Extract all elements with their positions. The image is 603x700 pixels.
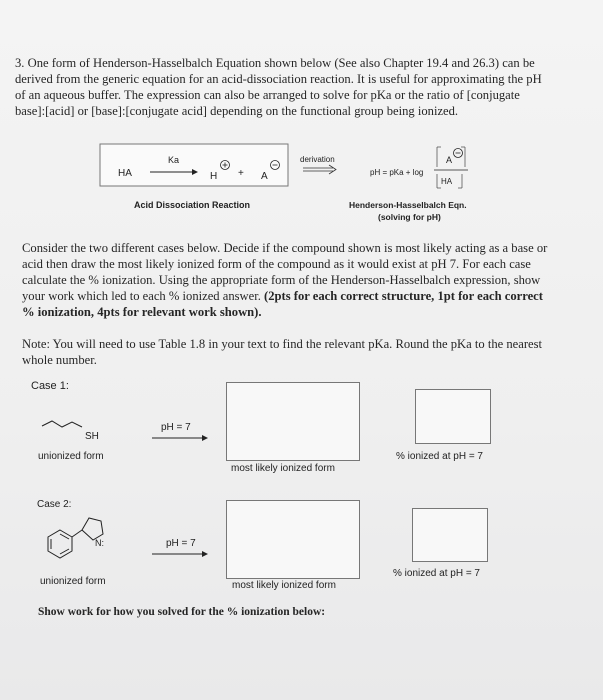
- case-1-percent-answer-box[interactable]: [415, 389, 491, 444]
- intro-line-2: derived from the generic equation for an acid-dissociation reaction. It is useful for approximating the pH: [15, 72, 542, 86]
- case-2-ionized-answer-box[interactable]: [226, 500, 360, 579]
- thiol-group: SH: [85, 431, 99, 442]
- case-1-ionized-answer-box[interactable]: [226, 382, 360, 461]
- case-2-percent-label: % ionized at pH = 7: [393, 568, 480, 579]
- case-2-unionized-label: unionized form: [40, 576, 106, 587]
- instructions-line-1: Consider the two different cases below. Decide if the compound shown is most likely acting as a base or: [22, 241, 548, 255]
- case-1-structure: [40, 418, 120, 448]
- derivation-label: derivation: [300, 155, 335, 164]
- case-2-percent-answer-box[interactable]: [412, 508, 488, 562]
- points-text: (2pts for each correct structure, 1pt for each correct: [264, 289, 543, 303]
- case-2-ionized-label: most likely ionized form: [232, 580, 336, 591]
- reaction-box: [100, 144, 288, 186]
- footer-instruction: Show work for how you solved for the % ionization below:: [38, 606, 326, 618]
- caption-hh-title: Henderson-Hasselbalch Eqn.: [349, 200, 467, 210]
- nitrogen-atom: N:: [95, 538, 104, 548]
- ka-label: Ka: [168, 155, 180, 165]
- case-2-arrow-label: pH = 7: [166, 538, 196, 549]
- intro-line-4: base]:[acid] or [base]:[conjugate acid] depending on the functional group being ionized.: [15, 104, 459, 118]
- caption-hh-subtitle: (solving for pH): [378, 212, 441, 222]
- caption-acid-dissociation: Acid Dissociation Reaction: [134, 200, 251, 210]
- intro-line-3: of an aqueous buffer. The expression can also be arranged to solve for pKa or the ratio of [conjugate: [15, 88, 520, 102]
- instructions-line-2: acid then draw the most likely ionized form of the compound as it would exist at pH 7. For each case: [22, 257, 531, 271]
- fraction-denominator: HA: [441, 177, 453, 186]
- instructions-line-3: calculate the % ionization. Using the appropriate form of the Henderson-Hasselbalch expression, show: [22, 273, 541, 287]
- proton-h: H: [210, 171, 218, 182]
- case-2-title: Case 2:: [37, 499, 72, 510]
- case-2-arrow: [150, 549, 210, 559]
- instructions-line-5: % ionization, 4pts for relevant work shown).: [22, 305, 262, 319]
- note-line-2: whole number.: [22, 353, 97, 367]
- anion-a: A: [261, 171, 268, 182]
- fraction-numerator: A: [446, 155, 453, 165]
- note-line-1: Note: You will need to use Table 1.8 in your text to find the relevant pKa. Round the pKa to the nearest: [22, 337, 543, 351]
- instructions-line-4: your work which led to each % ionized answer. (2pts for each correct structure, 1pt for each correct: [22, 289, 543, 303]
- case-1-percent-label: % ionized at pH = 7: [396, 451, 483, 462]
- case-1-ionized-label: most likely ionized form: [231, 463, 335, 474]
- case-1-title: Case 1:: [31, 380, 69, 392]
- plus-sign: +: [238, 168, 244, 179]
- case-1-unionized-label: unionized form: [38, 451, 104, 462]
- hh-equation: pH = pKa + log: [370, 168, 424, 177]
- intro-line-1: 3. One form of Henderson-Hasselbalch Equation shown below (See also Chapter 19.4 and 26.3) can be: [15, 56, 535, 70]
- acid-ha: HA: [118, 168, 132, 179]
- case-2-structure: [40, 508, 120, 568]
- case-1-arrow-label: pH = 7: [161, 422, 191, 433]
- reaction-figure: [0, 130, 603, 230]
- case-1-arrow: [150, 433, 210, 443]
